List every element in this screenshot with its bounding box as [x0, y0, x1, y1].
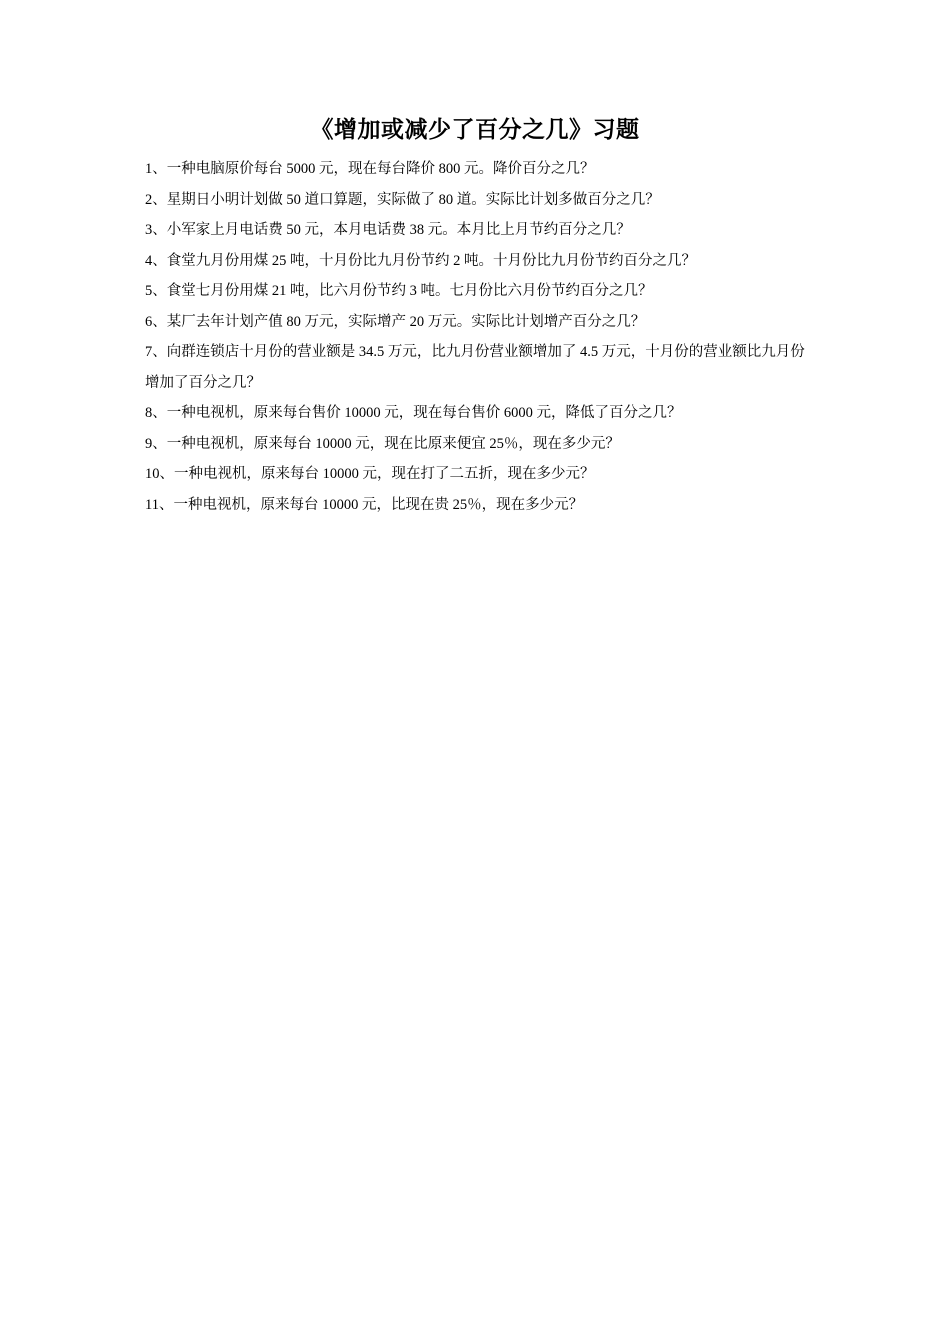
question-item-5: 5、食堂七月份用煤 21 吨，比六月份节约 3 吨。七月份比六月份节约百分之几？	[145, 283, 653, 299]
question-item-9: 9、一种电视机，原来每台 10000 元，现在比原来便宜 25％，现在多少元？	[145, 435, 620, 452]
question-item-11: 11、一种电视机，原来每台 10000 元，比现在贵 25％，现在多少元？	[145, 496, 584, 513]
question-item-10: 10、一种电视机，原来每台 10000 元，现在打了二五折，现在多少元？	[145, 466, 595, 482]
question-item-1: 1、一种电脑原价每台 5000 元，现在每台降价 800 元。降价百分之几？	[145, 161, 595, 177]
question-item-3: 3、小军家上月电话费 50 元，本月电话费 38 元。本月比上月节约百分之几？	[145, 222, 631, 238]
question-list	[145, 154, 810, 520]
question-item-4: 4、食堂九月份用煤 25 吨，十月份比九月份节约 2 吨。十月份比九月份节约百分之几？	[145, 252, 696, 269]
document-title: 《增加或减少了百分之几》习题	[310, 117, 640, 143]
question-item-7: 7、向群连锁店十月份的营业额是 34.5 万元，比九月份营业额增加了 4.5 万元，十月份的营业额比九月份增加了百分之几？	[145, 344, 805, 391]
question-item-6: 6、某厂去年计划产值 80 万元，实际增产 20 万元。实际比计划增产百分之几？	[145, 313, 646, 330]
question-item-8: 8、一种电视机，原来每台售价 10000 元，现在每台售价 6000 元，降低了百分之几？	[145, 405, 682, 421]
question-item-2: 2、星期日小明计划做 50 道口算题，实际做了 80 道。实际比计划多做百分之几？	[145, 191, 660, 208]
